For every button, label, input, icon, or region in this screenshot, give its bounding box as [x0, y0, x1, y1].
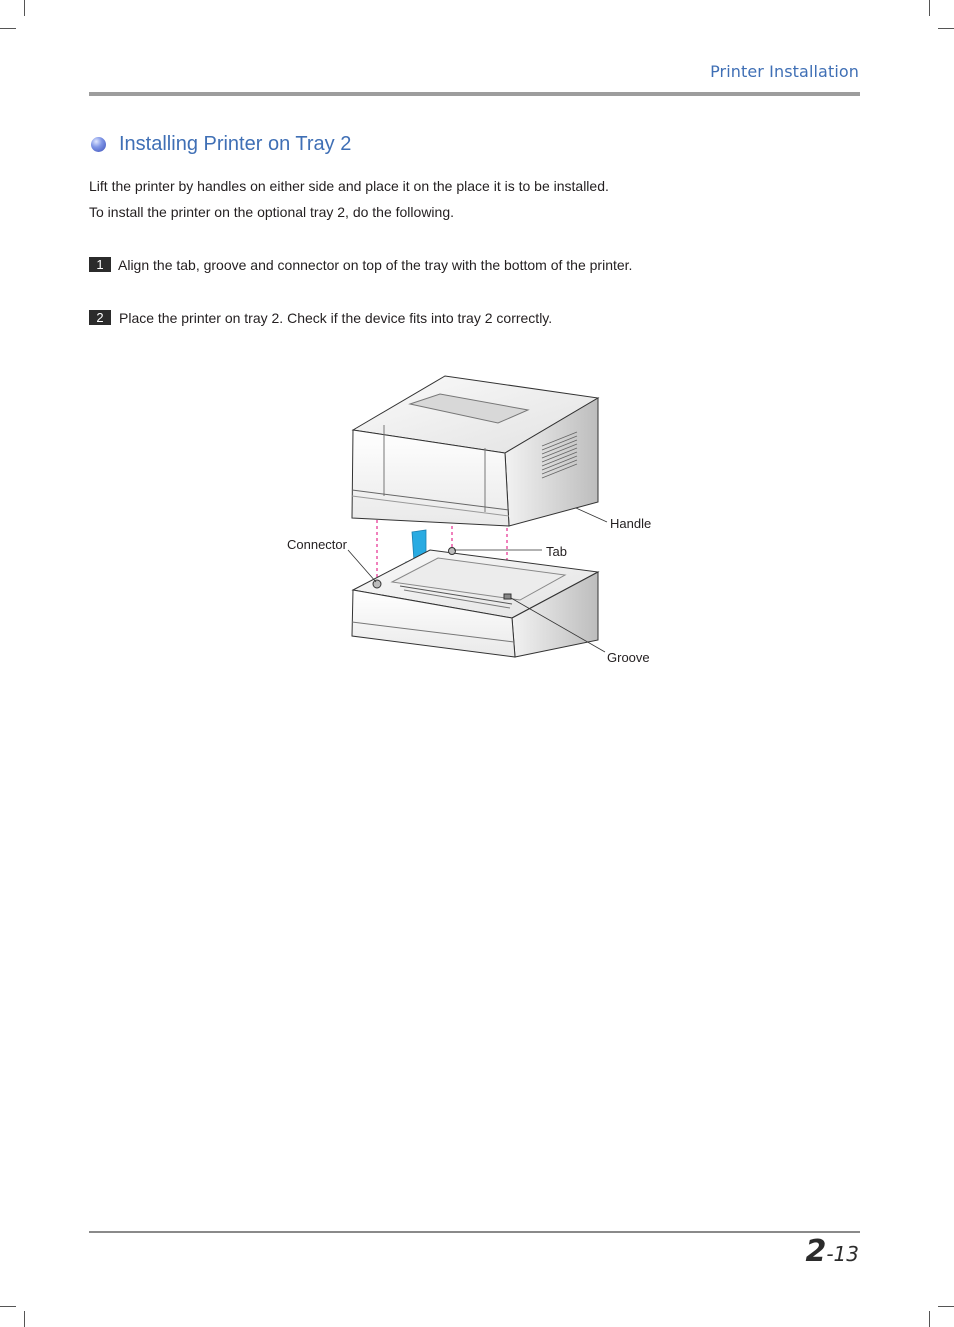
- header-rule: [89, 92, 860, 96]
- callout-label-handle: Handle: [610, 516, 652, 531]
- printer-body: [352, 376, 598, 526]
- tray-2: [352, 548, 598, 658]
- crop-mark: [929, 0, 930, 16]
- running-header: Printer Installation: [710, 62, 859, 81]
- crop-mark: [0, 28, 16, 29]
- callout-label-connector: Connector: [287, 537, 347, 552]
- page-index: -13: [826, 1242, 859, 1266]
- printer-tray-illustration: [280, 360, 680, 680]
- step-number-badge: 1: [89, 257, 111, 272]
- bullet-icon: [91, 137, 106, 152]
- step-text: Align the tab, groove and connector on top of the tray with the bottom of the printer.: [118, 257, 633, 273]
- intro-paragraph: Lift the printer by handles on either side and place it on the place it is to be installed.: [89, 178, 609, 194]
- callout-label-groove: Groove: [607, 650, 650, 665]
- page-number: [805, 1234, 859, 1269]
- step-number-badge: 2: [89, 310, 111, 325]
- crop-mark: [938, 28, 954, 29]
- crop-mark: [24, 1311, 25, 1327]
- callout-label-tab: Tab: [546, 544, 567, 559]
- step-text: Place the printer on tray 2. Check if the device fits into tray 2 correctly.: [119, 310, 553, 326]
- chapter-number: 2: [805, 1234, 827, 1269]
- intro-paragraph: To install the printer on the optional tray 2, do the following.: [89, 204, 454, 220]
- section-title: Installing Printer on Tray 2: [119, 133, 352, 155]
- crop-mark: [938, 1306, 954, 1307]
- crop-mark: [0, 1306, 16, 1307]
- crop-mark: [929, 1311, 930, 1327]
- footer-rule: [89, 1231, 860, 1233]
- crop-mark: [24, 0, 25, 16]
